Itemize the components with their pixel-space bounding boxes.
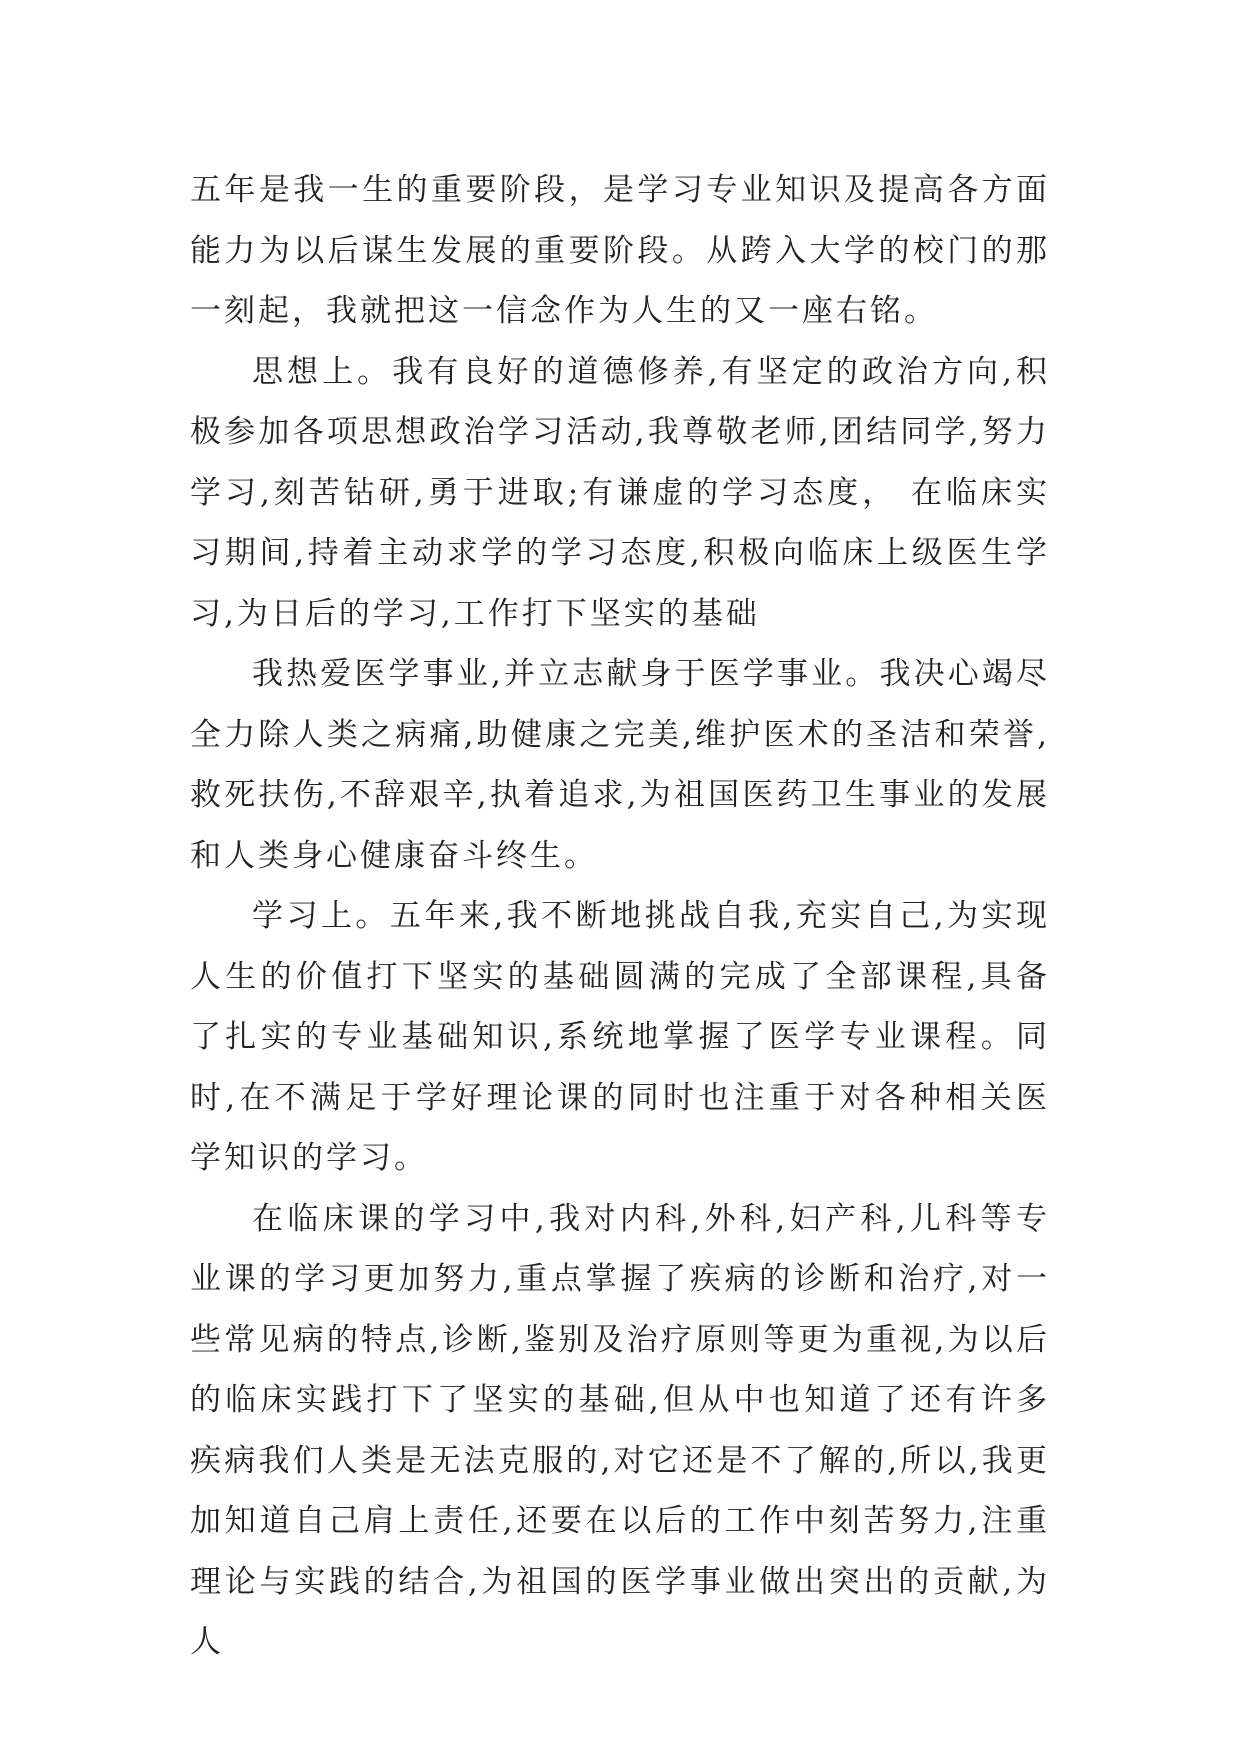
- paragraph-intro: 五年是我一生的重要阶段，是学习专业知识及提高各方面能力为以后谋生发展的重要阶段。从跨入大学的校门的那一刻起，我就把这一信念作为人生的又一座右铭。: [190, 172, 1050, 329]
- paragraph-medical-career: 我热爱医学事业,并立志献身于医学事业。我决心竭尽全力除人类之病痛,助健康之完美,维护医术的圣洁和荣誉,救死扶伤,不辞艰辛,执着追求,为祖国医药卫生事业的发展和人类身心健康奋斗终生。: [190, 656, 1050, 874]
- paragraph-ideology: 思想上。我有良好的道德修养,有坚定的政治方向,积极参加各项思想政治学习活动,我尊敬老师,团结同学,努力学习,刻苦钻研,勇于进取;有谦虚的学习态度， 在临床实习期间,持着主动求学的学习态度,积极向临床上级医生学习,为日后的学习,工作打下坚实的基础: [190, 353, 1050, 632]
- paragraph-clinical-courses: 在临床课的学习中,我对内科,外科,妇产科,儿科等专业课的学习更加努力,重点掌握了疾病的诊断和治疗,对一些常见病的特点,诊断,鉴别及治疗原则等更为重视,为以后的临床实践打下了坚实的基础,但从中也知道了还有许多疾病我们人类是无法克服的,对它还是不了解的,所以,我更加知道自己肩上责任,还要在以后的工作中刻苦努力,注重理论与实践的结合,为祖国的医学事业做出突出的贡献,为人: [190, 1200, 1050, 1660]
- paragraph-study: 学习上。五年来,我不断地挑战自我,充实自己,为实现人生的价值打下坚实的基础圆满的完成了全部课程,具备了扎实的专业基础知识,系统地掌握了医学专业课程。同时,在不满足于学好理论课的同时也注重于对各种相关医学知识的学习。: [190, 898, 1050, 1176]
- document-body: [190, 160, 1050, 1673]
